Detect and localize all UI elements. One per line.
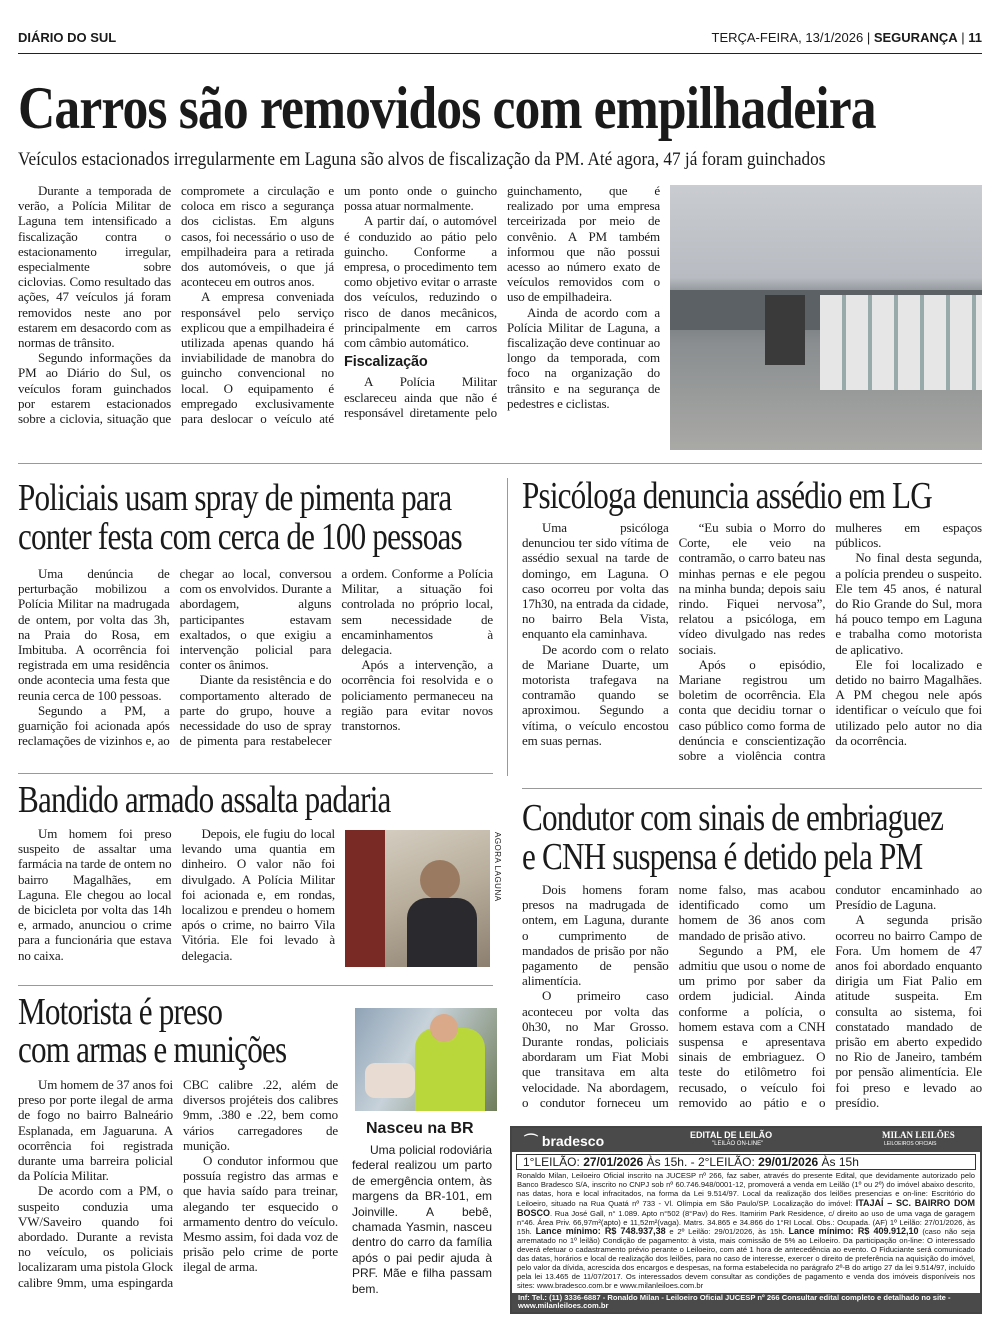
min-bid-2: Lance mínimo: R$ 409.912,10 [788, 1226, 919, 1237]
nasceu-heading: Nasceu na BR [366, 1120, 474, 1137]
ad-title: EDITAL DE LEILÃO [690, 1130, 773, 1140]
lead-headline: Carros são removidos com empilhadeira [18, 75, 876, 141]
spray-body [18, 566, 493, 748]
ad-header-bar [512, 1128, 980, 1152]
paragraph: Ele foi localizado e detido no bairro Magalhães. A PM chegou nele após identificar o veículo que foi utilizado pelo autor no dia da ocorrência. [835, 656, 982, 748]
paragraph: Segundo a PM, ele admitiu que usou o nome de um primo por saber da ordem judicial. Ainda conforme a polícia, o homem estava com a CNH suspensa e apresentava sinais de embriaguez. O teste do etilômetro foi recusado, o veículo foi removido ao pátio e o condutor encaminhado ao Presídio de Laguna. [678, 882, 982, 1110]
newspaper-name: DIÁRIO DO SUL [18, 30, 117, 45]
condutor-body [522, 882, 982, 1110]
lead-photo-forklift-cars [670, 185, 982, 450]
label: 1°LEILÃO: [523, 1155, 580, 1169]
paragraph: Dois homens foram presos na madrugada de ontem, em Laguna, durante o cumprimento de mandados de prisão por não pagamento de pensão alimentícia. [522, 882, 669, 989]
motorista-headline-line1: Motorista é preso [18, 991, 223, 1033]
text: . Rua José Gall, n° 1.089. Apto n°502 (8°Pav) do Res. Itamirim Park Residence, c/ direito ao uso de uma vaga de garagem n°46. Área Priv. 66,97m²(apto) e 11,52m²(vaga). Matrs. 34.865 e 34.866 do 1°RI Local. Obs.: Ocupada. (AF) 1º Leilão: 27/01/2026, às 15h. [517, 1208, 975, 1237]
paragraph: Durante a temporada de verão, a Polícia Militar de Laguna tem intensificado a fiscalização contra o estacionamento irregular, especialmente sobre ciclovias. Como resultado das ações, 47 veículos já foram removidos neste ano por estarem em desacordo com as normas de trânsito. [18, 183, 171, 351]
milan-logo: MILAN LEILÕES [882, 1130, 955, 1140]
time: Às 15h [821, 1155, 859, 1169]
bandido-headline: Bandido armado assalta padaria [18, 779, 391, 821]
paragraph: Um homem de 37 anos foi preso por porte ilegal de arma de fogo no bairro Balneário Esplanada, em Jaguaruna. A ocorrência foi registrada durante uma barreira policial da Polícia Militar. [18, 1077, 173, 1184]
condutor-headline-line2: e CNH suspensa é detido pela PM [522, 836, 923, 878]
auction-ad [510, 1126, 982, 1314]
paragraph: A Polícia Militar esclareceu ainda que não é responsável diretamente pelo guinchamento, que é realizado por uma empresa terceirizada por meio de convênio. A PM também informou que não possui acesso ao número exato de veículos removidos com o uso de empilhadeira. [344, 183, 660, 420]
lead-body [18, 183, 660, 426]
paragraph: Uma psicóloga denunciou ter sido vítima de assédio sexual na tarde de domingo, em Laguna. O caso ocorreu por volta das 17h30, na entrada da cidade, no bairro Bela Vista, enquanto ela caminhava. [522, 520, 669, 642]
paragraph: No final desta segunda, a polícia prendeu o suspeito. Ele tem 45 anos, é natural do Rio Grande do Sul, mora há pouco tempo em Laguna e trabalha como motorista de aplicativo. [835, 550, 982, 657]
paragraph: A empresa conveniada responsável pelo serviço explicou que a empilhadeira é utilizada apenas quando há inviabilidade de manobra do guincho convencional no local. O equipamento é empregado exclusivamente para deslocar o veículo até um ponto onde o guincho possa atuar normalmente. [181, 183, 497, 427]
auction-dates [516, 1154, 976, 1170]
photo-credit: AGORA LAGUNA [493, 832, 502, 902]
page-header [18, 30, 982, 54]
paragraph: Diante da resistência e do comportamento alterado de parte do grupo, houve a necessidade do uso de spray de pimenta para restabelecer a ordem. Conforme a Polícia Militar, a situação foi controlada no próprio local, sem necessidade de encaminhamentos à delegacia. [179, 566, 493, 749]
paragraph: Depois, ele fugiu do local levando uma quantia em dinheiro. O valor não foi divulgado. A Polícia Militar foi acionada e, em rondas, localizou e prendeu o homem após o crime, no bairro Vila Vitória. Ele foi levado à delegacia. [181, 826, 335, 963]
text: Ronaldo Milan, Leiloeiro Oficial inscrito na JUCESP nº 266, faz saber, através do presente Edital, que devidamente autorizado pelo Banco Bradesco S/A, inscrito no CNPJ sob nº 60.746.948/0001-12, promoverá a venda em Leilão (1º ou 2º) do imóvel abaixo descrito, nas datas, hora e local infracitados, na forma da Lei 9.514/97. Local da realização dos leilões presencias e on-line: Escritório do Leiloeiro, situado na Rua Quatá nº 733 - Vl. Olímpia em São Paulo/SP. Localização do imóvel: [517, 1171, 975, 1208]
bradesco-logo: ⌒ bradesco [524, 1133, 605, 1149]
text: e 2º Leilão: 29/01/2026, às 15h. [665, 1227, 789, 1237]
text: (caso não seja arrematado no 1º leilão) Condição de pagamento: à vista, mais comissão de 5% ao Leiloeiro. Da participação on-line: O interessado deverá efetuar o cadastramento prévio perante o Leiloeiro, com até 1 hora de antecedência ao evento. O Fiduciante será comunicado das datas, horários e local de realização dos leilões, para no caso de interesse, exercer o direito de preferência na aquisição do imóvel, pelo valor da dívida, acrescida dos encargos e despesas, na forma estabelecida no parágrafo 2º-B do artigo 27 da lei 9.514/97, incluído pela lei 13.465 de 11/07/2017. Os interessados devem consultar as condições de pagamento e venda dos imóveis disponíveis nos sites: www.bradesco.com.br e www.milanleiloes.com.br [517, 1227, 976, 1290]
psicologa-body [522, 520, 982, 763]
date: 29/01/2026 [758, 1155, 819, 1169]
paragraph: O primeiro caso aconteceu por volta das 0h30, no Mar Grosso. Durante rondas, policiais abordaram um Fiat Mobi que transitava em alta velocidade. Na abordagem, o condutor forneceu um nome falso, mas acabou identificado como um homem de 36 anos com mandado de prisão ativo. [522, 882, 826, 1110]
date: 27/01/2026 [583, 1155, 644, 1169]
paragraph: De acordo com o relato de Mariane Duarte, um motorista trafegava na contramão quando se aproximou. Segundo a vítima, o veículo encostou em suas pernas. [522, 641, 669, 748]
bandido-body [18, 826, 335, 963]
date: TERÇA-FEIRA, 13/1/2026 [711, 30, 864, 45]
nasceu-photo [355, 1008, 497, 1111]
paragraph: Um homem foi preso suspeito de assaltar uma farmácia na tarde de ontem no bairro Magalhães, em Laguna. Ele chegou ao local de bicicleta por volta das 14h e, armado, anunciou o crime para a funcionária que estava no caixa. [18, 826, 172, 963]
paragraph: “Eu subia o Morro do Corte, ele veio na contramão, o carro bateu nas minhas pernas e ele pegou na minha bunda; depois saiu rindo. Fiquei nervosa”, relatou a psicóloga, em vídeo divulgado nas redes sociais. [678, 520, 826, 657]
location: ITAJAÍ – SC. BAIRRO DOM BOSCO [517, 1197, 975, 1218]
label: 2°LEILÃO: [697, 1155, 755, 1169]
ad-footer: Inf: Tel.: (11) 3336-6887 - Ronaldo Milan - Leiloeiro Oficial JUCESP nº 266 Consultar edital completo e detalhado no site - www.milanleiloes.com.br [512, 1293, 980, 1312]
motorista-body [18, 1077, 338, 1290]
min-bid-1: Lance mínimo: R$ 748.937,38 [535, 1226, 666, 1237]
paragraph: De acordo com a PM, o suspeito conduzia uma VW/Saveiro quando foi abordado. Durante a revista no veículo, os policiais localizaram uma pistola Glock calibre 9mm, uma espingarda CBC calibre .22, além de diversos projéteis dos calibres 9mm, .380 e .22, bem como vários carregadores de munição. [18, 1077, 338, 1290]
bandido-cctv-photo [345, 830, 490, 967]
column-divider [507, 478, 508, 776]
paragraph: Segundo informações da PM ao Diário do Sul, os veículos foram guinchados por estarem estacionados sobre a ciclovia, situação que compromete a circulação e coloca em risco a segurança dos ciclistas. Em alguns casos, foi necessário o uso de empilhadeira para a retirada dos automóveis, o que já aconteceu em outros anos. [18, 183, 334, 427]
spray-headline-line1: Policiais usam spray de pimenta para [18, 477, 452, 519]
header-info: TERÇA-FEIRA, 13/1/2026 | SEGURANÇA | 11 [711, 30, 982, 45]
paragraph: A partir daí, o automóvel é conduzido ao pátio pelo guincho. Conforme a empresa, o procedimento tem como objetivo evitar o arraste dos veículos, reduzindo o risco de danos mecânicos, principalmente em carros com câmbio automático. [344, 213, 497, 351]
paragraph: Uma denúncia de perturbação mobilizou a Polícia Militar na madrugada de ontem, por volta das 3h, na Praia do Rosa, em Imbituba. A ocorrência foi registrada em uma residência onde acontecia uma festa que reunia cerca de 100 pessoas. [18, 566, 170, 703]
ad-text [512, 1172, 980, 1293]
subhead: Fiscalização [344, 354, 428, 371]
paragraph: Segundo a PM, a guarnição foi acionada após reclamações de vizinhos e, ao chegar ao local, conversou com os envolvidos. Durante a abordagem, alguns participantes estavam exaltados, o que exigiu a intervenção policial para conter os ânimos. [18, 566, 332, 749]
time: Às 15h. - [646, 1155, 698, 1169]
paragraph: Após a intervenção, a ocorrência foi resolvida e o policiamento permaneceu na região para evitar novos transtornos. [341, 657, 493, 734]
psicologa-headline: Psicóloga denuncia assédio em LG [522, 475, 932, 517]
paragraph: O condutor informou que possuía registro das armas e que havia saído para treinar, alegando ter esquecido o armamento dentro do veículo. Mesmo assim, foi dada voz de prisão pelo crime de porte ilegal de arma. [183, 1153, 338, 1275]
paragraph: Ainda de acordo com a Polícia Militar de Laguna, a fiscalização deve continuar ao longo da temporada, com foco na organização do trânsito e na segurança de pedestres e ciclistas. [507, 304, 660, 411]
ad-subtitle: "LEILÃO ON-LINE" [712, 1141, 764, 1147]
condutor-headline-line1: Condutor com sinais de embriaguez [522, 797, 944, 839]
motorista-headline-line2: com armas e munições [18, 1029, 287, 1071]
paragraph: Após o episódio, Mariane registrou um boletim de ocorrência. Ela conta que decidiu tornar o caso público como forma de denúncia e conscientização sobre a violência contra mulheres em espaços públicos. [678, 520, 982, 764]
paragraph: A segunda prisão ocorreu no bairro Campo de Fora. Um homem de 47 anos foi abordado enquanto dirigia um Fiat Palio em atitude suspeita. Em consulta ao sistema, foi constatado mandado de prisão em aberto expedido no Rio de Janeiro, também por pensão alimentícia. Ele foi preso e levado ao presídio. [835, 912, 982, 1110]
milan-logo-sub: LEILOEIROS OFICIAIS [884, 1141, 937, 1147]
lead-subtitle: Veículos estacionados irregularmente em Laguna são alvos de fiscalização da PM. Até agora, 47 já foram guinchados [18, 150, 826, 170]
nasceu-text: Uma policial rodoviária federal realizou um parto de emergência ontem, às margens da BR-101, em Joinville. A bebê, chamada Yasmin, nasceu dentro do carro da família após o pai pedir ajuda à PRF. Mãe e filha passam bem. [352, 1143, 492, 1296]
bank-name: bradesco [541, 1133, 605, 1149]
section: SEGURANÇA [873, 30, 958, 45]
spray-headline-line2: conter festa com cerca de 100 pessoas [18, 516, 462, 558]
page-number: 11 [968, 30, 982, 45]
